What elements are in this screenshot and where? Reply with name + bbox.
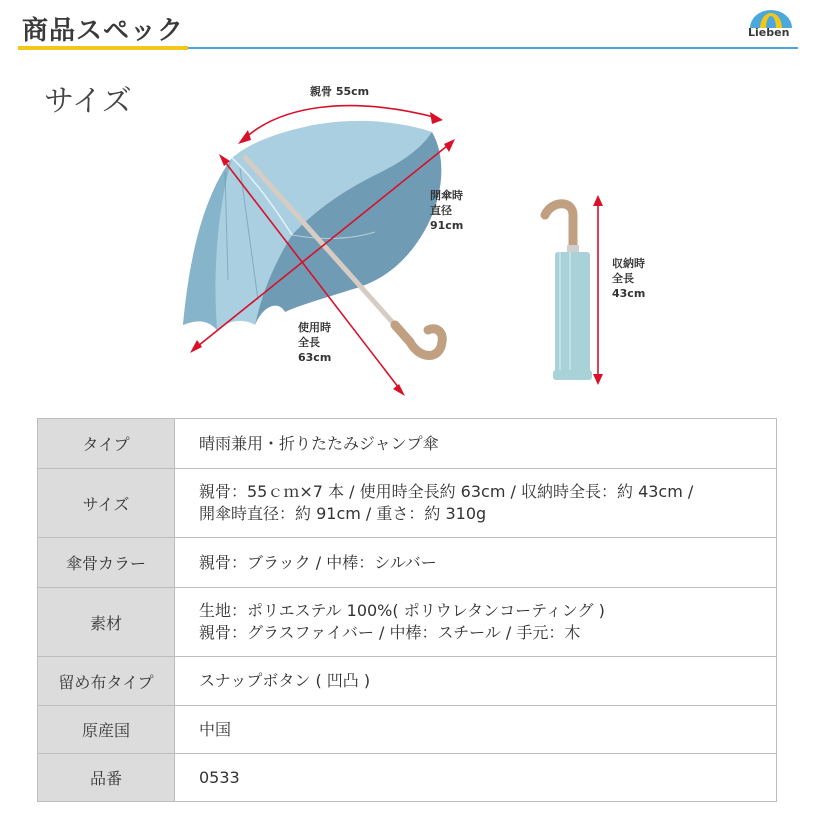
row-value-frame-color (175, 538, 777, 588)
open-diameter-label-line1: 開傘時 (430, 189, 463, 202)
stored-length-label (612, 256, 645, 301)
table-row (38, 419, 777, 469)
row-value-fastener (175, 657, 777, 706)
use-length-value: 63cm (298, 351, 332, 364)
page-title: 商品スペック (22, 16, 185, 46)
stored-length-label-line2: 全長 (612, 272, 634, 285)
use-length-label-line2: 全長 (298, 336, 320, 349)
row-value-line: スナップボタン ( 凹凸 ) (199, 671, 371, 690)
use-length-label-line1: 使用時 (298, 321, 331, 334)
row-value-origin (175, 706, 777, 754)
row-value-line: 親骨：グラスファイバー / 中棒：スチール / 手元：木 (199, 623, 581, 642)
row-label-type: タイプ (38, 419, 175, 469)
row-value-line: 晴雨兼用・折りたたみジャンプ傘 (199, 433, 439, 453)
row-value-line: 親骨：ブラック / 中棒：シルバー (199, 552, 437, 572)
row-label-origin: 原産国 (38, 706, 175, 754)
folded-umbrella-icon (545, 204, 592, 380)
table-row (38, 706, 777, 754)
size-heading: サイズ (44, 84, 132, 119)
stored-length-label-line1: 収納時 (612, 257, 645, 270)
table-row (38, 538, 777, 588)
row-label-product-number: 品番 (38, 754, 175, 802)
rib-length-label: 親骨 55cm (310, 85, 370, 98)
row-value-product-number (175, 754, 777, 802)
row-value-material (175, 588, 777, 657)
table-row (38, 588, 777, 657)
row-value-line: 開傘時直径：約 91cm / 重さ：約 310g (199, 504, 487, 523)
row-value-type (175, 419, 777, 469)
logo-text: Lieben (748, 26, 790, 39)
open-diameter-label-line2: 直径 (430, 204, 452, 217)
open-diameter-value: 91cm (430, 219, 464, 232)
row-label-frame-color: 傘骨カラー (38, 538, 175, 588)
use-length-label (298, 320, 331, 365)
stored-length-value: 43cm (612, 287, 646, 300)
row-value-line: 生地：ポリエステル 100%( ポリウレタンコーティング ) (199, 601, 605, 620)
open-diameter-label (430, 188, 463, 233)
row-label-size: サイズ (38, 469, 175, 538)
row-value-line: 0533 (199, 767, 240, 787)
row-value-line: 親骨：55ｃｍ×7 本 / 使用時全長約 63cm / 収納時全長：約 43cm / (199, 482, 694, 501)
row-label-material: 素材 (38, 588, 175, 657)
table-row (38, 754, 777, 802)
spec-table (37, 418, 777, 802)
row-value-size (175, 469, 777, 538)
row-label-fastener: 留め布タイプ (38, 657, 175, 706)
table-row (38, 657, 777, 706)
table-row (38, 469, 777, 538)
umbrella-illustration (0, 0, 817, 410)
row-value-line: 中国 (199, 719, 232, 739)
